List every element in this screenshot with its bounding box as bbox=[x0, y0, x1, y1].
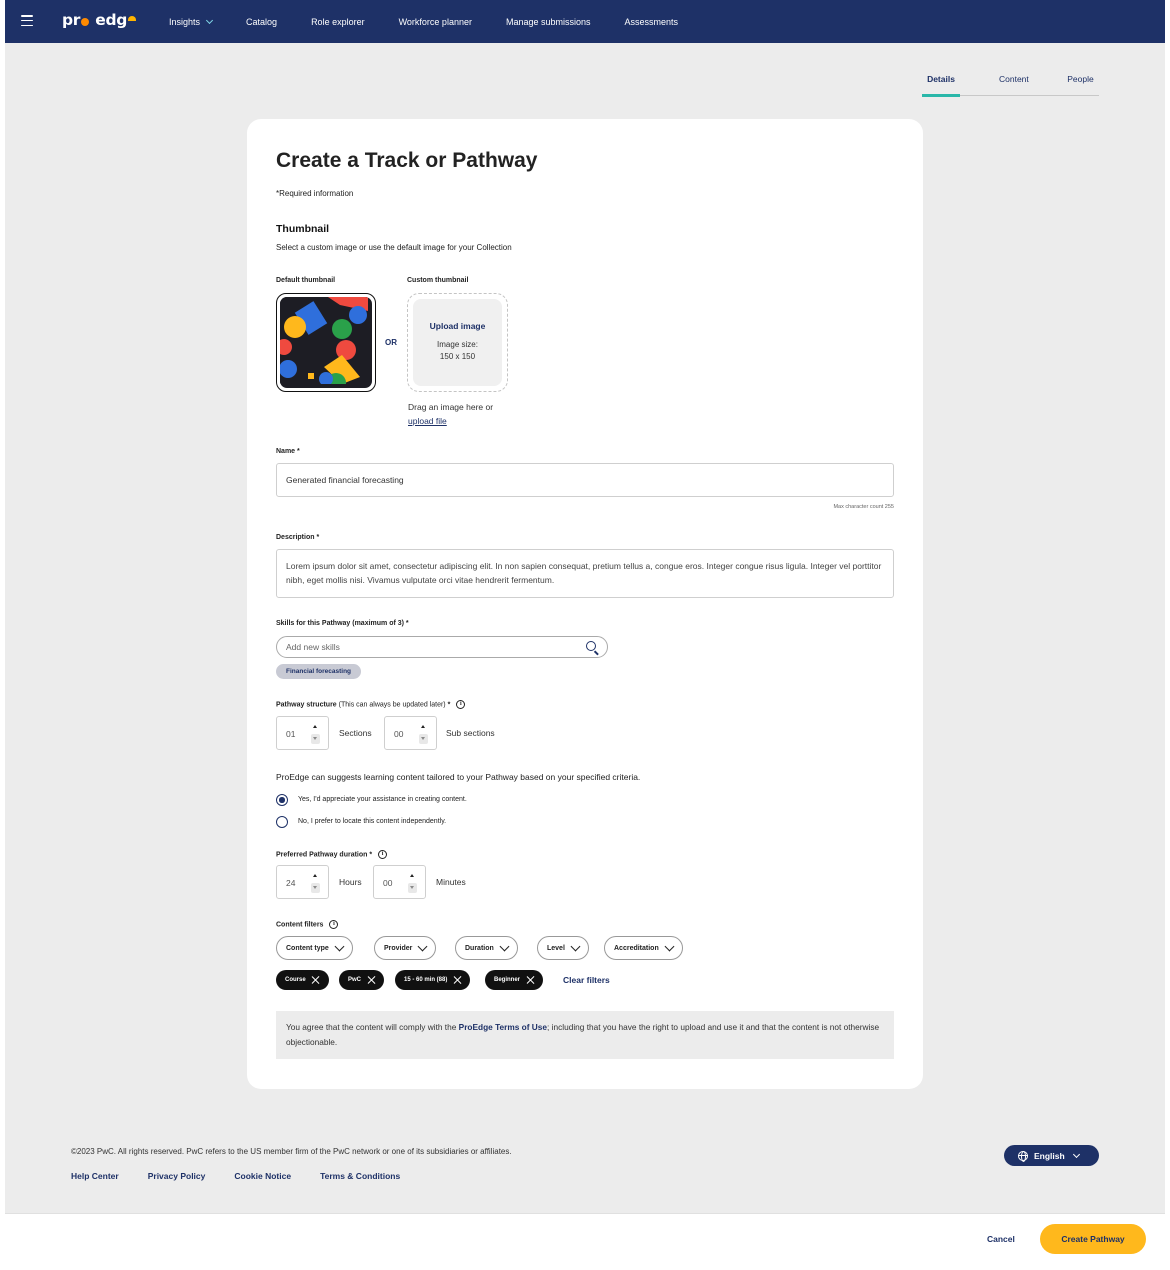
proedge-logo[interactable]: pr edg bbox=[62, 11, 136, 29]
skills-placeholder: Add new skills bbox=[286, 642, 340, 652]
default-thumbnail[interactable] bbox=[276, 293, 376, 392]
chevron-down-icon bbox=[206, 16, 213, 23]
cancel-button[interactable]: Cancel bbox=[987, 1234, 1015, 1244]
radio-no[interactable] bbox=[276, 816, 288, 828]
content-filters-label bbox=[276, 920, 338, 929]
hours-value: 24 bbox=[286, 878, 296, 888]
radio-no-label: No, I prefer to locate this content independently. bbox=[298, 818, 447, 825]
increment-arrow-icon[interactable] bbox=[419, 722, 428, 732]
nav-item-role-explorer[interactable] bbox=[311, 17, 365, 27]
nav-item-label: Role explorer bbox=[311, 16, 365, 27]
skills-label: Skills for this Pathway (maximum of 3) * bbox=[276, 620, 409, 627]
chevron-down-icon bbox=[570, 941, 580, 951]
default-thumbnail-image bbox=[280, 297, 372, 388]
copyright-text: ©2023 PwC. All rights reserved. PwC refers to the US member firm of the PwC network or one of its subsidiaries or affiliates. bbox=[71, 1147, 512, 1156]
close-icon[interactable] bbox=[526, 976, 534, 984]
or-divider: OR bbox=[385, 338, 397, 347]
filter-provider[interactable] bbox=[374, 936, 436, 960]
abstract-shapes-image bbox=[280, 297, 368, 384]
nav-item-insights[interactable] bbox=[169, 17, 212, 27]
filter-label: Content type bbox=[286, 944, 329, 952]
name-input[interactable]: Generated financial forecasting bbox=[276, 463, 894, 497]
filter-label: Accreditation bbox=[614, 944, 659, 952]
filter-level[interactable] bbox=[537, 936, 589, 960]
suggest-text: ProEdge can suggests learning content tailored to your Pathway based on your specified criteria. bbox=[276, 772, 641, 782]
app-frame bbox=[5, 0, 1165, 1266]
sections-stepper[interactable] bbox=[276, 716, 329, 750]
hours-stepper[interactable] bbox=[276, 865, 329, 899]
filter-content-type[interactable] bbox=[276, 936, 353, 960]
chevron-down-icon bbox=[334, 941, 344, 951]
nav-item-workforce-planner[interactable] bbox=[399, 17, 472, 27]
hamburger-menu-icon[interactable] bbox=[21, 15, 33, 27]
increment-arrow-icon[interactable] bbox=[311, 871, 320, 881]
terms-of-use-link[interactable]: ProEdge Terms of Use bbox=[458, 1022, 548, 1032]
description-textarea[interactable]: Lorem ipsum dolor sit amet, consectetur adipiscing elit. In non sapien consequat, pretium tellus a, congue eros. Integer congue risus ligula. Integer vel porttitor nibh, eget mollis nisi. Vivamus vulputate orci vitae hendrerit fermentum. bbox=[276, 549, 894, 598]
radio-yes-label: Yes, I'd appreciate your assistance in creating content. bbox=[298, 796, 467, 803]
subsections-stepper[interactable] bbox=[384, 716, 437, 750]
default-thumbnail-label: Default thumbnail bbox=[276, 277, 336, 284]
decrement-arrow-icon[interactable] bbox=[311, 883, 320, 893]
page-tabs bbox=[922, 68, 1099, 96]
nav-item-label: Manage submissions bbox=[505, 16, 591, 27]
minutes-value: 00 bbox=[383, 878, 393, 888]
footer-link-terms[interactable]: Terms & Conditions bbox=[320, 1171, 401, 1181]
language-label: English bbox=[1034, 1150, 1065, 1161]
filter-duration[interactable] bbox=[455, 936, 518, 960]
skills-search-input[interactable] bbox=[276, 636, 608, 658]
minutes-stepper[interactable] bbox=[373, 865, 426, 899]
filter-label: Level bbox=[547, 944, 565, 952]
structure-required-mark: * bbox=[447, 701, 451, 709]
create-pathway-button[interactable]: Create Pathway bbox=[1040, 1224, 1146, 1254]
close-icon[interactable] bbox=[312, 976, 320, 984]
create-pathway-card bbox=[247, 119, 923, 1089]
nav-item-catalog[interactable] bbox=[246, 17, 277, 27]
globe-icon bbox=[1018, 1151, 1028, 1161]
drag-instructions bbox=[408, 400, 493, 428]
nav-item-label: Assessments bbox=[624, 16, 679, 27]
close-icon[interactable] bbox=[367, 976, 375, 984]
nav-item-label: Catalog bbox=[246, 16, 278, 27]
footer-link-privacy-policy[interactable]: Privacy Policy bbox=[147, 1171, 206, 1181]
info-icon[interactable]: i bbox=[329, 920, 338, 929]
tab-people[interactable]: People bbox=[1067, 74, 1094, 84]
skill-chip[interactable]: Financial forecasting bbox=[276, 664, 361, 679]
applied-filter-chip[interactable] bbox=[395, 970, 470, 990]
tab-details[interactable]: Details bbox=[922, 68, 960, 95]
language-selector[interactable] bbox=[1004, 1145, 1099, 1166]
top-nav bbox=[5, 0, 1165, 43]
decrement-arrow-icon[interactable] bbox=[408, 883, 417, 893]
nav-item-label: Insights bbox=[169, 16, 201, 27]
subsections-value: 00 bbox=[394, 729, 404, 739]
subsections-label: Sub sections bbox=[446, 728, 495, 738]
chevron-down-icon bbox=[418, 941, 428, 951]
thumbnail-subtitle: Select a custom image or use the default image for your Collection bbox=[276, 243, 512, 252]
filter-label: Provider bbox=[384, 944, 413, 952]
chip-label: Course bbox=[285, 977, 306, 983]
image-size-label: Image size: bbox=[437, 340, 478, 349]
duration-label bbox=[276, 850, 387, 859]
sections-label: Sections bbox=[339, 728, 372, 738]
terms-notice bbox=[276, 1011, 894, 1059]
page-title: Create a Track or Pathway bbox=[276, 149, 538, 172]
chevron-down-icon bbox=[499, 941, 509, 951]
stepper-buttons bbox=[311, 722, 320, 744]
required-note: *Required information bbox=[276, 189, 354, 198]
footer-link-cookie-notice[interactable]: Cookie Notice bbox=[234, 1171, 292, 1181]
info-icon[interactable]: i bbox=[456, 700, 465, 709]
max-character-count: Max character count 255 bbox=[833, 504, 894, 510]
filter-label: Duration bbox=[465, 944, 494, 952]
nav-item-label: Workforce planner bbox=[398, 16, 472, 27]
tab-content[interactable]: Content bbox=[999, 74, 1029, 84]
footer-link-help-center[interactable]: Help Center bbox=[71, 1171, 119, 1181]
stepper-buttons bbox=[419, 722, 428, 744]
thumbnail-heading: Thumbnail bbox=[276, 223, 330, 235]
hours-label: Hours bbox=[339, 877, 362, 887]
nav-item-manage-submissions[interactable] bbox=[506, 17, 591, 27]
pathway-structure-label bbox=[276, 700, 465, 709]
terms-text-before: You agree that the content will comply with the bbox=[286, 1022, 459, 1032]
filter-accreditation[interactable] bbox=[604, 936, 683, 960]
increment-arrow-icon[interactable] bbox=[311, 722, 320, 732]
structure-label-bold: Pathway structure bbox=[276, 701, 337, 709]
minutes-label: Minutes bbox=[436, 877, 466, 887]
clear-filters-button[interactable]: Clear filters bbox=[563, 975, 610, 985]
decrement-arrow-icon[interactable] bbox=[419, 734, 428, 744]
custom-thumbnail-dropzone[interactable] bbox=[407, 293, 508, 392]
sections-value: 01 bbox=[286, 729, 296, 739]
bottom-action-bar bbox=[5, 1213, 1165, 1266]
applied-filter-chip[interactable] bbox=[276, 970, 329, 990]
image-size-note bbox=[413, 339, 502, 363]
search-icon[interactable] bbox=[586, 641, 596, 651]
close-icon[interactable] bbox=[453, 976, 461, 984]
stepper-buttons bbox=[408, 871, 417, 893]
image-size-value: 150 x 150 bbox=[439, 352, 476, 361]
chip-label: Beginner bbox=[494, 977, 521, 983]
radio-yes[interactable] bbox=[276, 794, 288, 806]
terms-text-after: ; including that you have the right to upload and use it and that the content is not otherwise objectionable. bbox=[286, 1022, 880, 1047]
chevron-down-icon bbox=[664, 941, 674, 951]
info-icon[interactable]: i bbox=[378, 850, 387, 859]
upload-file-link[interactable]: upload file bbox=[408, 416, 447, 426]
duration-label-text: Preferred Pathway duration * bbox=[276, 851, 373, 859]
nav-item-assessments[interactable] bbox=[625, 17, 679, 27]
chevron-down-icon bbox=[1073, 1150, 1080, 1157]
increment-arrow-icon[interactable] bbox=[408, 871, 417, 881]
drag-text: Drag an image here or bbox=[408, 402, 494, 412]
applied-filter-chip[interactable] bbox=[339, 970, 384, 990]
upload-image-button[interactable]: Upload image bbox=[429, 321, 486, 331]
content-filters-label-text: Content filters bbox=[276, 921, 324, 929]
description-label: Description * bbox=[276, 534, 320, 541]
decrement-arrow-icon[interactable] bbox=[311, 734, 320, 744]
structure-label-note: (This can always be updated later) bbox=[338, 701, 446, 709]
stepper-buttons bbox=[311, 871, 320, 893]
upload-image-area[interactable] bbox=[413, 299, 502, 386]
applied-filter-chip[interactable] bbox=[485, 970, 543, 990]
footer-links bbox=[71, 1171, 429, 1181]
custom-thumbnail-label: Custom thumbnail bbox=[407, 277, 469, 284]
nav-items bbox=[169, 0, 712, 43]
chip-label: PwC bbox=[348, 977, 362, 983]
chip-label: 15 - 60 min (88) bbox=[404, 977, 448, 983]
name-label: Name * bbox=[276, 448, 300, 455]
